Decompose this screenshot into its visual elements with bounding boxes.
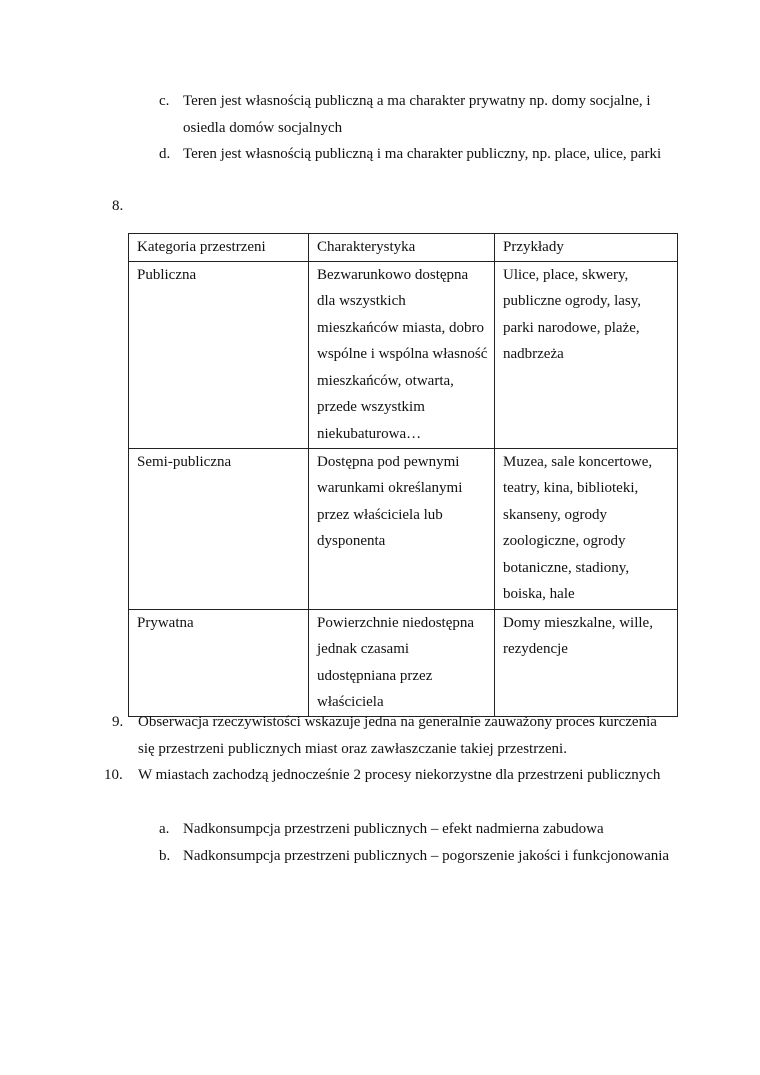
table-header-row	[129, 234, 678, 262]
list-item-8	[112, 193, 123, 220]
list-marker: 10.	[104, 767, 123, 783]
list-text: Nadkonsumpcja przestrzeni publicznych – efekt nadmierna zabudowa	[183, 821, 604, 837]
list-marker: b.	[159, 848, 171, 864]
list-marker: c.	[159, 93, 170, 109]
list-text: Nadkonsumpcja przestrzeni publicznych – pogorszenie jakości i funkcjonowania	[183, 848, 670, 864]
list-item-b	[159, 843, 679, 870]
list-text: Teren jest własnością publiczną a ma charakter prywatny np. domy socjalne, i osiedla domów socjalnych	[183, 93, 651, 136]
table-cell: Bezwarunkowo dostępna dla wszystkich mieszkańców miasta, dobro wspólne i wspólna własność mieszkańców, otwarta, przede wszystkim niekubaturowa…	[309, 261, 495, 448]
table-header-cell: Charakterystyka	[309, 234, 495, 262]
list-item-10	[104, 762, 672, 789]
list-item-a	[159, 816, 679, 843]
table-cell: Domy mieszkalne, wille, rezydencje	[495, 609, 678, 716]
space-category-table	[128, 233, 678, 717]
list-marker: d.	[159, 146, 171, 162]
list-text: Teren jest własnością publiczną i ma charakter publiczny, np. place, ulice, parki	[183, 146, 662, 162]
list-marker: a.	[159, 821, 170, 837]
list-marker: 8.	[112, 198, 124, 214]
list-item-d	[159, 141, 679, 168]
list-text: W miastach zachodzą jednocześnie 2 procesy niekorzystne dla przestrzeni publicznych	[138, 767, 661, 783]
list-marker: 9.	[112, 714, 124, 730]
table-cell: Powierzchnie niedostępna jednak czasami udostępniana przez właściciela	[309, 609, 495, 716]
table-cell: Publiczna	[129, 261, 309, 448]
table-header-cell: Przykłady	[495, 234, 678, 262]
table-cell: Semi-publiczna	[129, 448, 309, 609]
table-cell: Muzea, sale koncertowe, teatry, kina, biblioteki, skanseny, ogrody zoologiczne, ogrody botaniczne, stadiony, boiska, hale	[495, 448, 678, 609]
table-row	[129, 448, 678, 609]
list-item-c	[159, 88, 679, 141]
table-cell: Prywatna	[129, 609, 309, 716]
table-cell: Dostępna pod pewnymi warunkami określanymi przez właściciela lub dysponenta	[309, 448, 495, 609]
table-row	[129, 261, 678, 448]
list-text: Obserwacja rzeczywistości wskazuje jedna na generalnie zauważony proces kurczenia się przestrzeni publicznych miast oraz zawłaszczanie takiej przestrzeni.	[138, 714, 657, 757]
table-header-cell: Kategoria przestrzeni	[129, 234, 309, 262]
table-cell: Ulice, place, skwery, publiczne ogrody, lasy, parki narodowe, plaże, nadbrzeża	[495, 261, 678, 448]
table-row	[129, 609, 678, 716]
list-item-9	[112, 709, 672, 762]
